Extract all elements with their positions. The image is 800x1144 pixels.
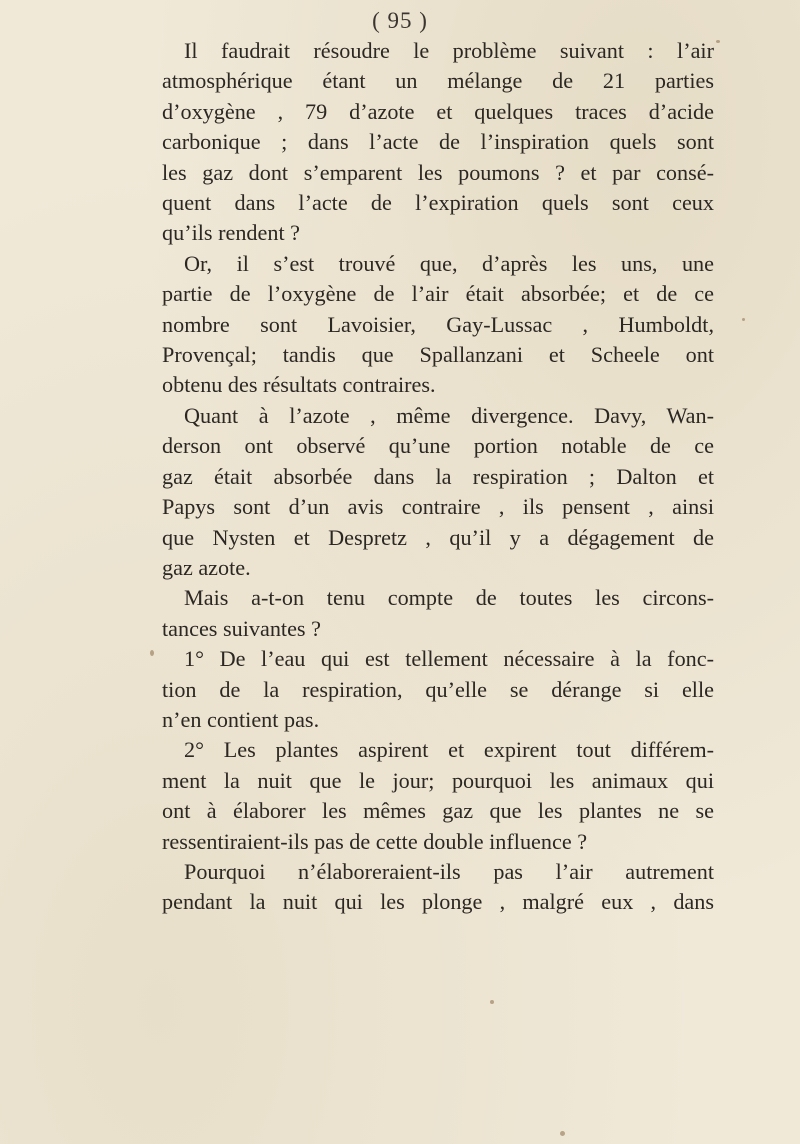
text-line: n’en contient pas. [162,706,320,732]
text-line: gaz azote. [162,554,251,580]
paper-speck [150,650,154,656]
text-line: atmosphérique étant un mélange de 21 parties [162,68,714,94]
body-text [162,36,714,918]
text-line: Mais a-t-on tenu compte de toutes les circons- [184,585,714,611]
text-line: 1° De l’eau qui est tellement nécessaire à la fonc- [184,646,714,672]
paper-speck [490,1000,494,1004]
text-line: obtenu des résultats contraires. [162,372,436,398]
paper-speck [742,318,745,321]
text-line: Provençal; tandis que Spallanzani et Scheele ont [162,342,714,368]
text-line: ressentiraient-ils pas de cette double influence ? [162,828,588,854]
text-line: nombre sont Lavoisier, Gay-Lussac , Humboldt, [162,311,714,337]
text-line: les gaz dont s’emparent les poumons ? et par consé- [162,159,714,185]
text-line: ment la nuit que le jour; pourquoi les animaux qui [162,767,714,793]
text-line: Quant à l’azote , même divergence. Davy, Wan- [184,402,714,428]
text-line: que Nysten et Despretz , qu’il y a dégagement de [162,524,714,550]
text-line: Pourquoi n’élaboreraient-ils pas l’air autrement [184,858,714,884]
text-line: quent dans l’acte de l’expiration quels sont ceux [162,190,714,216]
text-line: 2° Les plantes aspirent et expirent tout différem- [184,737,714,763]
text-line: derson ont observé qu’une portion notable de ce [162,433,714,459]
text-line: Il faudrait résoudre le problème suivant : l’air [184,38,714,63]
text-line: tion de la respiration, qu’elle se dérange si elle [162,676,714,702]
text-line: pendant la nuit qui les plonge , malgré eux , dans [162,889,714,915]
paper-speck [560,1131,565,1136]
text-line: gaz était absorbée dans la respiration ; Dalton et [162,463,714,489]
text-line: Or, il s’est trouvé que, d’après les uns, une [184,250,714,276]
page-number: ( 95 ) [372,8,428,33]
text-line: d’oxygène , 79 d’azote et quelques traces d’acide [162,98,714,124]
text-line: carbonique ; dans l’acte de l’inspiration quels sont [162,129,714,155]
text-line: ont à élaborer les mêmes gaz que les plantes ne se [162,798,714,824]
text-line: qu’ils rendent ? [162,220,301,246]
text-line: tances suivantes ? [162,615,321,641]
paper-speck [716,40,720,43]
text-line: partie de l’oxygène de l’air était absorbée; et de ce [162,281,714,307]
text-line: Papys sont d’un avis contraire , ils pensent , ainsi [162,494,714,520]
